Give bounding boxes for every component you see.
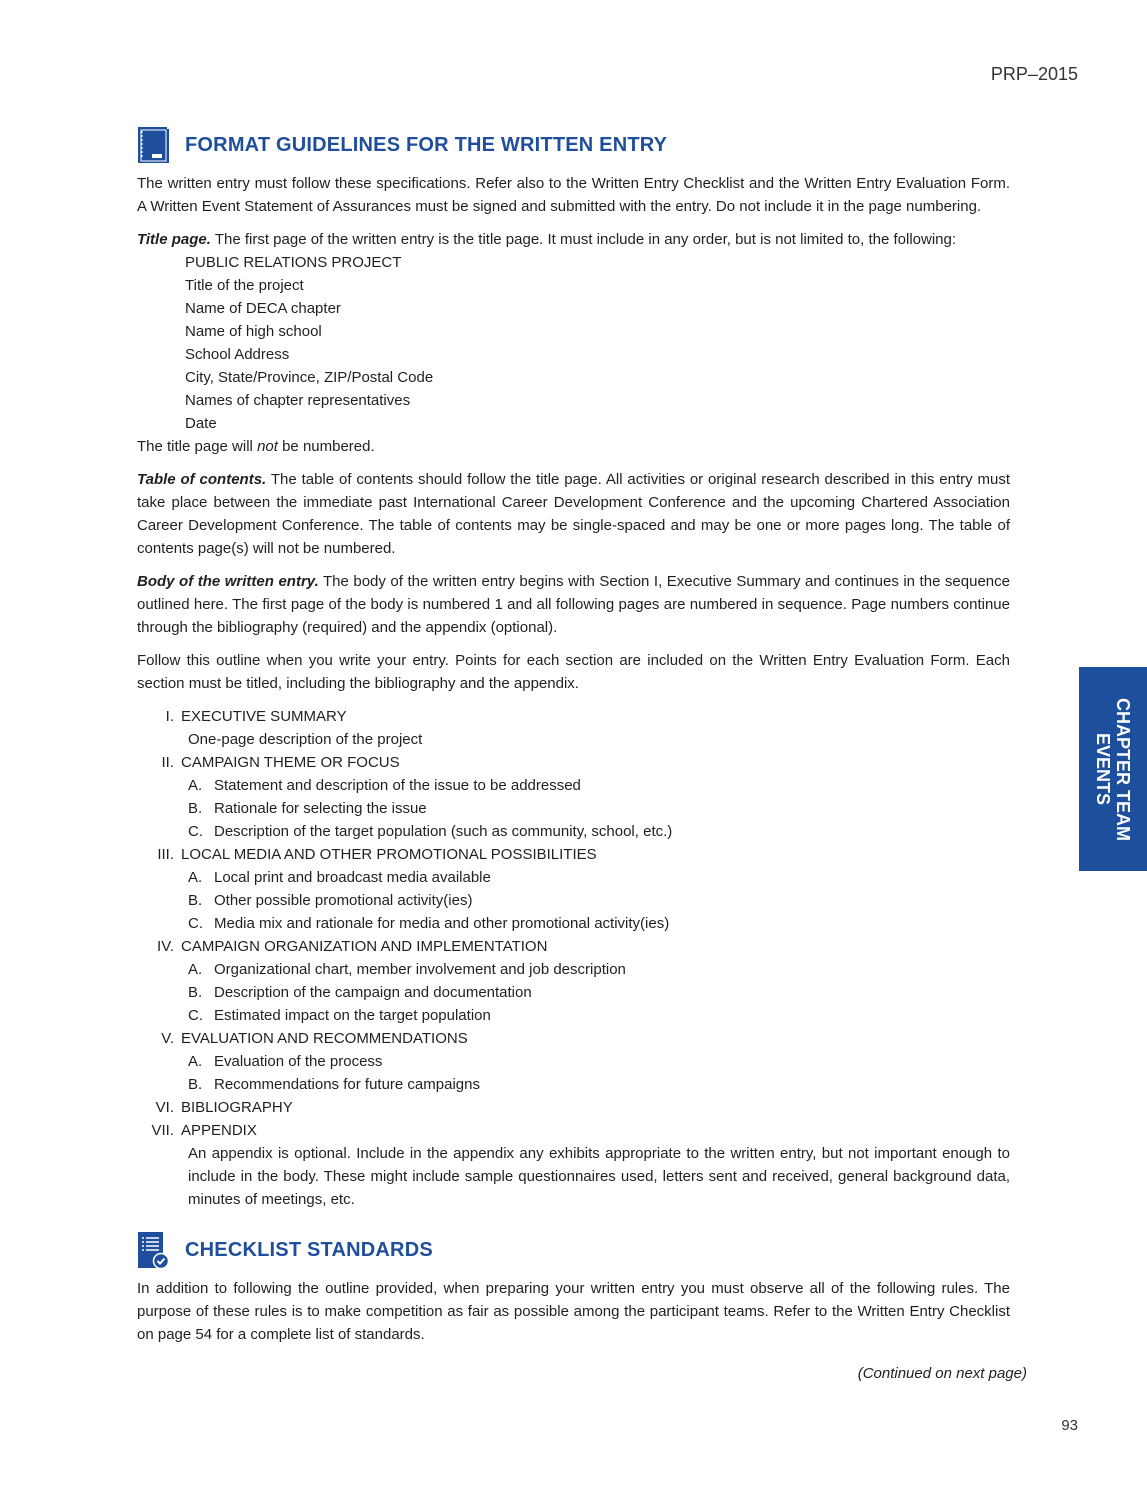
outline-title: BIBLIOGRAPHY [181, 1099, 293, 1116]
item-letter: C. [188, 1007, 203, 1024]
outline-section [137, 1027, 1010, 1050]
outline-item [137, 1050, 1010, 1073]
outline-number: VI. [155, 1099, 174, 1116]
outline-number: IV. [157, 938, 174, 955]
outline-section [137, 843, 1010, 866]
title-page-item: School Address [185, 346, 290, 363]
outline-title: APPENDIX [181, 1122, 257, 1139]
item-text: Media mix and rationale for media and other promotional activity(ies) [214, 915, 670, 932]
outline-title: CAMPAIGN ORGANIZATION AND IMPLEMENTATION [181, 938, 548, 955]
outline-number: II. [161, 754, 174, 771]
outline-note: An appendix is optional. Include in the appendix any exhibits appropriate to the written entry, but not important enough to include in the body. These might include sample questionnaires used, letters sent and received, general background data, minutes of meetings, etc. [188, 1145, 1010, 1208]
checklist-paragraph: In addition to following the outline provided, when preparing your written entry you must observe all of the following rules. The purpose of these rules is to make competition as fair as possible among the participant teams. Refer to the Written Entry Checklist on page 54 for a complete list of standards. [137, 1280, 1010, 1343]
continued-note: (Continued on next page) [857, 1365, 1027, 1382]
section-heading [137, 1231, 1010, 1269]
outline-section [137, 705, 1010, 728]
section-heading [137, 126, 1010, 164]
item-text: Other possible promotional activity(ies) [214, 892, 473, 909]
outline-number: III. [157, 846, 174, 863]
body-paragraph: Body of the written entry. The body of the written entry begins with Section I, Executive Summary and continues in the sequence outlined here. The first page of the body is numbered 1 and all following pages are numbered in sequence. Page numbers continue through the bibliography (required) and the appendix (optional). [137, 573, 1010, 636]
item-letter: C. [188, 915, 203, 932]
item-text: Description of the campaign and documentation [214, 984, 532, 1001]
section-title: FORMAT GUIDELINES FOR THE WRITTEN ENTRY [185, 133, 668, 156]
item-text: Rationale for selecting the issue [214, 800, 427, 817]
title-page-item: PUBLIC RELATIONS PROJECT [185, 254, 402, 271]
section-title: CHECKLIST STANDARDS [185, 1238, 433, 1261]
title-page-item: Name of DECA chapter [185, 300, 341, 317]
checklist-icon [137, 1231, 170, 1269]
item-letter: A. [188, 777, 203, 794]
outline-title: CAMPAIGN THEME OR FOCUS [181, 754, 400, 771]
outline-section [137, 1119, 1010, 1142]
outline-item [137, 981, 1010, 1004]
outline-item [137, 797, 1010, 820]
item-letter: A. [188, 1053, 203, 1070]
title-page-item: Title of the project [185, 277, 304, 294]
outline-section [137, 935, 1010, 958]
intro-paragraph: The written entry must follow these specifications. Refer also to the Written Entry Checklist and the Written Entry Evaluation Form. A Written Event Statement of Assurances must be signed and submitted with the entry. Do not include it in the page numbering. [137, 175, 1010, 215]
outline-list [137, 705, 1010, 1211]
item-letter: A. [188, 869, 203, 886]
outline-item [137, 866, 1010, 889]
outline-item [137, 958, 1010, 981]
outline-title: EVALUATION AND RECOMMENDATIONS [181, 1030, 468, 1047]
item-letter: B. [188, 800, 203, 817]
outline-number: VII. [151, 1122, 174, 1139]
page-content [137, 126, 1027, 1385]
item-text: Statement and description of the issue to be addressed [214, 777, 581, 794]
outline-section [137, 1096, 1010, 1119]
title-page-items [137, 251, 1010, 435]
outline-item [137, 820, 1010, 843]
outline-item [137, 889, 1010, 912]
outline-title: EXECUTIVE SUMMARY [181, 708, 347, 725]
side-tab: CHAPTER TEAM EVENTS [1079, 667, 1147, 871]
page-number: 93 [1061, 1417, 1078, 1434]
item-text: Local print and broadcast media available [214, 869, 491, 886]
item-text: Recommendations for future campaigns [214, 1076, 480, 1093]
outline-item [137, 774, 1010, 797]
item-letter: B. [188, 984, 203, 1001]
item-text: Evaluation of the process [214, 1053, 383, 1070]
outline-note: One-page description of the project [188, 731, 423, 748]
notebook-icon [137, 126, 170, 164]
outline-section [137, 751, 1010, 774]
item-letter: A. [188, 961, 203, 978]
title-page-item: City, State/Province, ZIP/Postal Code [185, 369, 434, 386]
item-text: Organizational chart, member involvement and job description [214, 961, 626, 978]
item-letter: C. [188, 823, 203, 840]
item-letter: B. [188, 1076, 203, 1093]
outline-item [137, 912, 1010, 935]
outline-item [137, 1004, 1010, 1027]
outline-number: V. [161, 1030, 174, 1047]
outline-item [137, 1073, 1010, 1096]
outline-intro: Follow this outline when you write your entry. Points for each section are included on the Written Entry Evaluation Form. Each section must be titled, including the bibliography and the appendix. [137, 652, 1010, 692]
toc-paragraph: Table of contents. The table of contents should follow the title page. All activities or original research described in this entry must take place between the immediate past International Career Development Conference and the upcoming Chartered Association Career Development Conference. The table of contents may be single-spaced and may be one or more pages long. The table of contents page(s) will not be numbered. [137, 471, 1010, 557]
title-page-item: Name of high school [185, 323, 322, 340]
outline-number: I. [165, 708, 174, 725]
title-page-item: Names of chapter representatives [185, 392, 411, 409]
document-code: PRP–2015 [990, 64, 1078, 84]
title-page-item: Date [185, 415, 217, 432]
item-text: Estimated impact on the target population [214, 1007, 491, 1024]
title-note: The title page will not be numbered. [137, 438, 375, 455]
outline-title: LOCAL MEDIA AND OTHER PROMOTIONAL POSSIBILITIES [181, 846, 597, 863]
item-text: Description of the target population (such as community, school, etc.) [214, 823, 673, 840]
item-letter: B. [188, 892, 203, 909]
title-page-paragraph: Title page. The first page of the written entry is the title page. It must include in any order, but is not limited to, the following: [137, 231, 957, 248]
